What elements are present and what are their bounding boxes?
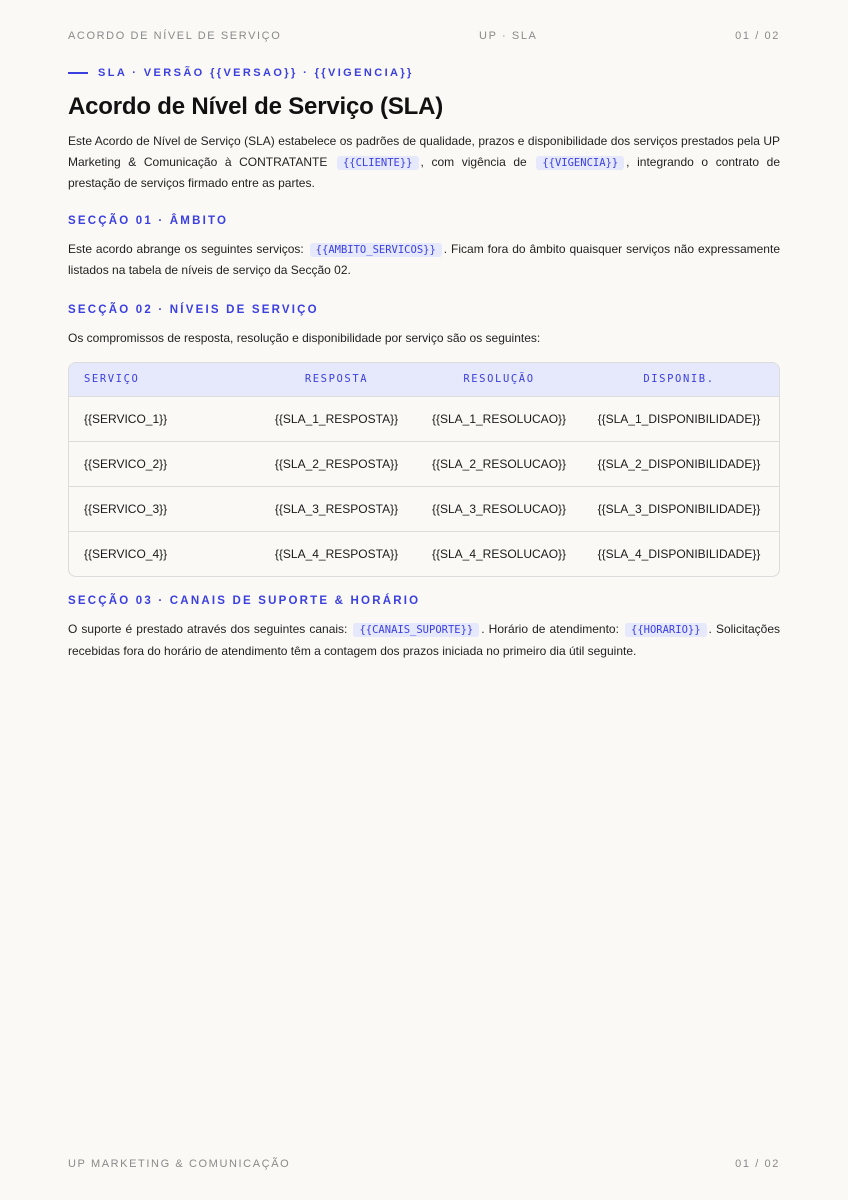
intro-text-1: Este Acordo de Nível de Serviço (SLA) estabelece os padrões de qualidade, prazos e disponibilidade dos serviços prestados pela UP Marketing & Comunicação à CONTRATANTE xyxy=(68,134,780,169)
sla-table-container xyxy=(68,362,780,577)
placeholder-horario: {{HORARIO}} xyxy=(625,623,707,637)
eyebrow-rule xyxy=(68,72,88,74)
cell-servico: {{SERVICO_1}} xyxy=(69,396,254,441)
intro-paragraph xyxy=(68,131,780,194)
col-header-servico: SERVIÇO xyxy=(84,373,140,386)
cell-servico: {{SERVICO_4}} xyxy=(69,531,254,576)
col-header-resposta: RESPOSTA xyxy=(304,373,369,386)
table-row xyxy=(69,441,779,486)
section-02-title: SECÇÃO 02 · NÍVEIS DE SERVIÇO xyxy=(68,303,319,316)
section-01-title: SECÇÃO 01 · ÂMBITO xyxy=(68,214,229,227)
cell-resposta: {{SLA_1_RESPOSTA}} xyxy=(254,396,419,441)
eyebrow xyxy=(68,67,780,79)
placeholder-canais-suporte: {{CANAIS_SUPORTE}} xyxy=(353,623,479,637)
section-02-paragraph: Os compromissos de resposta, resolução e disponibilidade por serviço são os seguintes: xyxy=(68,330,541,345)
section-03-text-1: O suporte é prestado através dos seguintes canais: xyxy=(68,622,352,636)
section-03-title: SECÇÃO 03 · CANAIS DE SUPORTE & HORÁRIO xyxy=(68,595,421,607)
page-footer xyxy=(68,1158,780,1170)
table-row xyxy=(69,396,779,441)
intro-text-2: , com vigência de xyxy=(420,154,535,169)
cell-resolucao: {{SLA_2_RESOLUCAO}} xyxy=(419,441,579,486)
cell-servico: {{SERVICO_3}} xyxy=(69,486,254,531)
footer-company-name: UP MARKETING & COMUNICAÇÃO xyxy=(68,1158,291,1170)
document-title: Acordo de Nível de Serviço (SLA) xyxy=(68,93,444,120)
placeholder-vigencia: {{VIGENCIA}} xyxy=(536,156,624,170)
cell-resposta: {{SLA_4_RESPOSTA}} xyxy=(254,531,419,576)
intro-text-3: , integrando o contrato de prestação de serviços firmado entre as partes. xyxy=(68,154,781,190)
section-03-paragraph xyxy=(68,619,780,661)
cell-resposta: {{SLA_2_RESPOSTA}} xyxy=(254,441,419,486)
placeholder-ambito-servicos: {{AMBITO_SERVICOS}} xyxy=(310,243,442,257)
sla-table xyxy=(69,363,779,576)
cell-disponibilidade: {{SLA_3_DISPONIBILIDADE}} xyxy=(579,486,779,531)
col-header-disponibilidade: DISPONIB. xyxy=(643,373,715,386)
eyebrow-text: SLA · VERSÃO {{VERSAO}} · {{VIGENCIA}} xyxy=(98,67,414,79)
col-header-resolucao: RESOLUÇÃO xyxy=(463,373,535,386)
section-01-text-1: Este acordo abrange os seguintes serviços: xyxy=(68,241,308,256)
cell-disponibilidade: {{SLA_4_DISPONIBILIDADE}} xyxy=(579,531,779,576)
placeholder-cliente: {{CLIENTE}} xyxy=(337,156,419,170)
table-row xyxy=(69,486,779,531)
header-doc-title: ACORDO DE NÍVEL DE SERVIÇO xyxy=(68,30,282,42)
footer-page-number: 01 / 02 xyxy=(735,1158,780,1170)
section-03-text-3: . Solicitações recebidas fora do horário de atendimento têm a contagem dos prazos iniciada no primeiro dia útil seguinte. xyxy=(68,622,780,658)
cell-servico: {{SERVICO_2}} xyxy=(69,441,254,486)
page-header xyxy=(68,30,780,42)
section-01-paragraph xyxy=(68,239,780,281)
document-body xyxy=(68,67,780,661)
cell-resolucao: {{SLA_4_RESOLUCAO}} xyxy=(419,531,579,576)
table-row xyxy=(69,531,779,576)
section-01-text-2: . Ficam fora do âmbito quaisquer serviços não expressamente listados na tabela de níveis de serviço da Secção 02. xyxy=(68,241,780,277)
cell-disponibilidade: {{SLA_1_DISPONIBILIDADE}} xyxy=(579,396,779,441)
section-03-text-2: . Horário de atendimento: xyxy=(481,622,623,636)
cell-resposta: {{SLA_3_RESPOSTA}} xyxy=(254,486,419,531)
cell-resolucao: {{SLA_3_RESOLUCAO}} xyxy=(419,486,579,531)
header-page-number: 01 / 02 xyxy=(735,30,780,42)
cell-disponibilidade: {{SLA_2_DISPONIBILIDADE}} xyxy=(579,441,779,486)
cell-resolucao: {{SLA_1_RESOLUCAO}} xyxy=(419,396,579,441)
table-header-row xyxy=(69,363,779,396)
header-center-label: UP · SLA xyxy=(479,30,538,42)
